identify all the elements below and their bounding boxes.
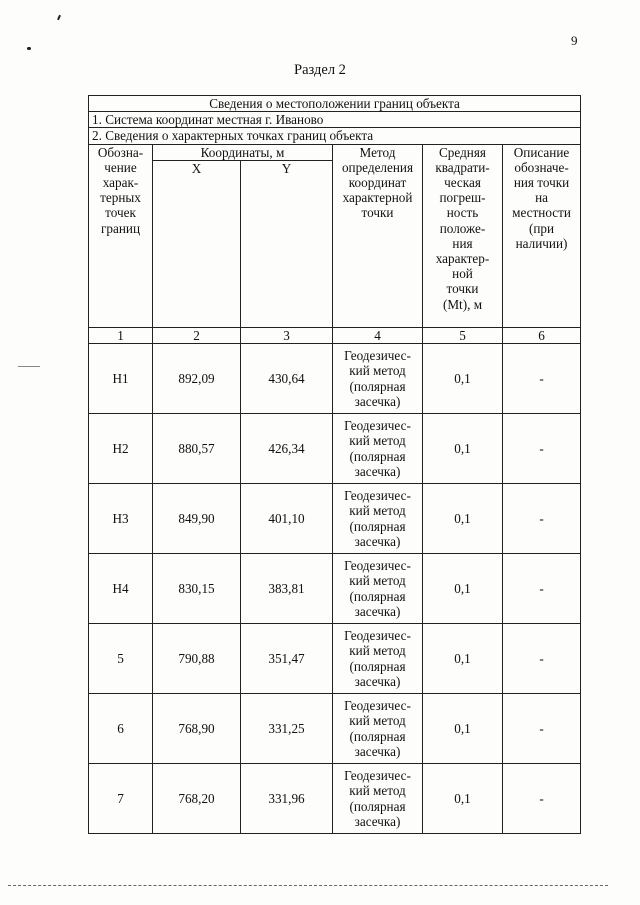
column-number: 1 xyxy=(89,327,153,343)
method xyxy=(333,484,423,554)
coord-x: 790,88 xyxy=(153,624,241,694)
method xyxy=(333,414,423,484)
cell-line: погреш- xyxy=(439,190,486,206)
cell-line: кий метод xyxy=(349,643,406,659)
method xyxy=(333,764,423,834)
table-row xyxy=(89,344,581,414)
column-number: 3 xyxy=(241,327,333,343)
mean-error: 0,1 xyxy=(423,764,503,834)
cell-line: точек xyxy=(105,205,136,221)
cell-line: кий метод xyxy=(349,433,406,449)
header-method xyxy=(333,144,423,327)
description: - xyxy=(503,484,581,554)
cell-line: Геодезичес- xyxy=(344,418,411,434)
cell-line: засечка) xyxy=(354,603,401,619)
cell-line: (полярная xyxy=(349,588,406,604)
table-row xyxy=(89,764,581,834)
description: - xyxy=(503,554,581,624)
point-id: 6 xyxy=(89,694,153,764)
coord-x: 849,90 xyxy=(153,484,241,554)
cell-line: Геодезичес- xyxy=(344,768,411,784)
table-title: Сведения о местоположении границ объекта xyxy=(89,96,581,112)
cell-line: (полярная xyxy=(349,378,406,394)
cell-line: квадрати- xyxy=(435,159,490,175)
table-row xyxy=(89,414,581,484)
point-id: Н3 xyxy=(89,484,153,554)
coord-x: 892,09 xyxy=(153,344,241,414)
cell-line: кий метод xyxy=(349,713,406,729)
cell-line: ческая xyxy=(444,175,481,191)
cell-line: точки xyxy=(361,205,394,221)
scan-mark xyxy=(18,366,40,367)
cell-line: кий метод xyxy=(349,783,406,799)
cell-line: (Mt), м xyxy=(442,296,483,312)
cell-line: засечка) xyxy=(354,463,401,479)
coord-y: 426,34 xyxy=(241,414,333,484)
coord-y: 383,81 xyxy=(241,554,333,624)
mean-error: 0,1 xyxy=(423,344,503,414)
cell-line: кий метод xyxy=(349,363,406,379)
table-subtitle-row xyxy=(89,128,581,144)
scan-bottom-line xyxy=(8,885,608,886)
cell-line: наличии) xyxy=(515,235,568,251)
header-description xyxy=(503,144,581,327)
header-y: Y xyxy=(241,160,333,327)
cell-line: положе- xyxy=(439,220,486,236)
header-coordinates: Координаты, м xyxy=(153,144,333,160)
cell-line: (полярная xyxy=(349,728,406,744)
cell-line: (при xyxy=(528,220,555,236)
column-number: 4 xyxy=(333,327,423,343)
table-title-row xyxy=(89,96,581,112)
cell-line: характерной xyxy=(342,190,413,206)
coord-y: 331,25 xyxy=(241,694,333,764)
cell-line: на xyxy=(535,190,548,206)
description: - xyxy=(503,624,581,694)
description: - xyxy=(503,694,581,764)
method xyxy=(333,344,423,414)
cell-line: ность xyxy=(446,205,479,221)
mean-error: 0,1 xyxy=(423,554,503,624)
column-number: 2 xyxy=(153,327,241,343)
point-id: 5 xyxy=(89,624,153,694)
cell-line: границ xyxy=(100,220,141,236)
header-designation xyxy=(89,144,153,327)
cell-line: Средняя xyxy=(439,144,486,160)
method xyxy=(333,554,423,624)
cell-line: (полярная xyxy=(349,518,406,534)
cell-line: ния xyxy=(452,235,473,251)
table-row xyxy=(89,484,581,554)
point-id: Н2 xyxy=(89,414,153,484)
cell-line: ной xyxy=(452,266,473,282)
cell-line: Геодезичес- xyxy=(344,558,411,574)
column-number: 6 xyxy=(503,327,581,343)
cell-line: Обозна- xyxy=(97,144,144,160)
coord-x: 880,57 xyxy=(153,414,241,484)
method xyxy=(333,624,423,694)
column-numbers-row xyxy=(89,327,581,343)
cell-line: засечка) xyxy=(354,673,401,689)
cell-line: засечка) xyxy=(354,743,401,759)
coord-y: 351,47 xyxy=(241,624,333,694)
table-subtitle-row xyxy=(89,112,581,128)
point-id: Н4 xyxy=(89,554,153,624)
header-mean-error xyxy=(423,144,503,327)
mean-error: 0,1 xyxy=(423,484,503,554)
cell-line: Геодезичес- xyxy=(344,348,411,364)
cell-line: точки xyxy=(446,281,479,297)
cell-line: харак- xyxy=(102,175,139,191)
cell-line: характер- xyxy=(435,251,490,267)
table-row xyxy=(89,694,581,764)
cell-line: засечка) xyxy=(354,393,401,409)
coordinate-system: 1. Система координат местная г. Иваново xyxy=(89,112,581,128)
description: - xyxy=(503,344,581,414)
coord-x: 768,90 xyxy=(153,694,241,764)
boundary-points-table xyxy=(88,95,581,834)
cell-line: засечка) xyxy=(354,813,401,829)
cell-line: координат xyxy=(348,175,407,191)
table-row xyxy=(89,624,581,694)
coord-x: 830,15 xyxy=(153,554,241,624)
cell-line: ния точки xyxy=(513,175,570,191)
coord-y: 430,64 xyxy=(241,344,333,414)
description: - xyxy=(503,764,581,834)
cell-line: засечка) xyxy=(354,533,401,549)
table-row xyxy=(89,554,581,624)
points-info: 2. Сведения о характерных точках границ объекта xyxy=(89,128,581,144)
cell-line: кий метод xyxy=(349,573,406,589)
description: - xyxy=(503,414,581,484)
section-title: Раздел 2 xyxy=(294,62,346,78)
cell-line: определения xyxy=(341,159,414,175)
point-id: 7 xyxy=(89,764,153,834)
coord-y: 401,10 xyxy=(241,484,333,554)
mean-error: 0,1 xyxy=(423,414,503,484)
cell-line: кий метод xyxy=(349,503,406,519)
cell-line: (полярная xyxy=(349,798,406,814)
header-row xyxy=(89,144,581,160)
scan-mark xyxy=(27,47,31,50)
scan-mark xyxy=(57,15,61,20)
cell-line: (полярная xyxy=(349,658,406,674)
method xyxy=(333,694,423,764)
coord-x: 768,20 xyxy=(153,764,241,834)
cell-line: терных xyxy=(100,190,141,206)
cell-line: (полярная xyxy=(349,448,406,464)
cell-line: чение xyxy=(104,159,137,175)
cell-line: обозначе- xyxy=(514,159,569,175)
cell-line: Описание xyxy=(513,144,570,160)
cell-line: Метод xyxy=(359,144,396,160)
cell-line: местности xyxy=(512,205,571,221)
column-number: 5 xyxy=(423,327,503,343)
page-number: 9 xyxy=(571,33,578,48)
header-x: X xyxy=(153,160,241,327)
cell-line: Геодезичес- xyxy=(344,698,411,714)
mean-error: 0,1 xyxy=(423,694,503,764)
coord-y: 331,96 xyxy=(241,764,333,834)
mean-error: 0,1 xyxy=(423,624,503,694)
cell-line: Геодезичес- xyxy=(344,488,411,504)
point-id: Н1 xyxy=(89,344,153,414)
cell-line: Геодезичес- xyxy=(344,628,411,644)
